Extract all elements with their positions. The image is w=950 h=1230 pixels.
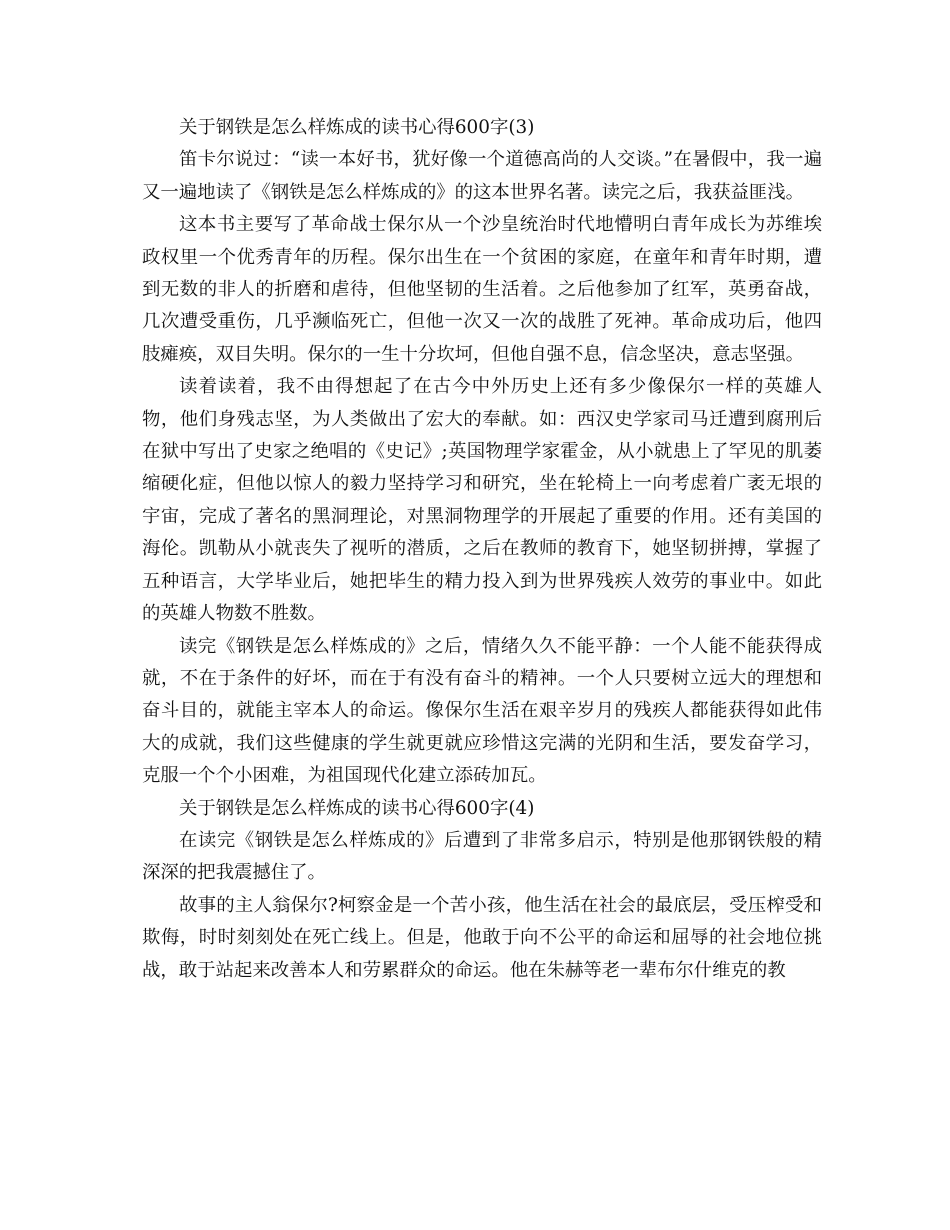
paragraph-descartes-quote: 笛卡尔说过：“读一本好书，犹好像一个道德高尚的人交谈。”在暑假中，我一遍又一遍地读了《钢铁是怎么样炼成的》的这本世界名著。读完之后，我获益匪浅。 bbox=[142, 149, 822, 203]
section-heading-4: 关于钢铁是怎么样炼成的读书心得600字(4) bbox=[179, 797, 535, 819]
paragraph-protagonist: 故事的主人翁保尔?柯察金是一个苦小孩，他生活在社会的最底层，受压榨受和欺侮，时时刻刻处在死亡线上。但是，他敢于向不公平的命运和屈辱的社会地位挑战，敢于站起来改善本人和劳累群众的命运。他在朱赫等老一辈布尔什维克的教 bbox=[142, 894, 822, 981]
paragraph-inspiration: 在读完《钢铁是怎么样炼成的》后遭到了非常多启示，特别是他那钢铁般的精深深的把我震撼住了。 bbox=[142, 829, 822, 884]
document-body bbox=[142, 112, 822, 987]
section-heading-3: 关于钢铁是怎么样炼成的读书心得600字(3) bbox=[179, 117, 535, 138]
paragraph-reflection: 读完《钢铁是怎么样炼成的》之后，情绪久久不能平静：一个人能不能获得成就，不在于条件的好坏，而在于有没有奋斗的精神。一个人只要树立远大的理想和奋斗目的，就能主宰本人的命运。像保尔生活在艰辛岁月的残疾人都能获得如此伟大的成就，我们这些健康的学生就更就应珍惜这完满的光阴和生活，要发奋学习，克服一个个小困难，为祖国现代化建立添砖加瓦。 bbox=[142, 635, 822, 787]
paragraph-book-summary: 这本书主要写了革命战士保尔从一个沙皇统治时代地懵明白青年成长为苏维埃政权里一个优秀青年的历程。保尔出生在一个贫困的家庭，在童年和青年时期，遭到无数的非人的折磨和虐待，但他坚韧的生活着。之后他参加了红军，英勇奋战，几次遭受重伤，几乎濒临死亡，但他一次又一次的战胜了死神。革命成功后，他四肢瘫痪，双目失明。保尔的一生十分坎坷，但他自强不息，信念坚决，意志坚强。 bbox=[142, 214, 822, 365]
paragraph-heroes: 读着读着，我不由得想起了在古今中外历史上还有多少像保尔一样的英雄人物，他们身残志坚，为人类做出了宏大的奉献。如：西汉史学家司马迁遭到腐刑后在狱中写出了史家之绝唱的《史记》;英国物理学家霍金，从小就患上了罕见的肌萎缩硬化症，但他以惊人的毅力坚持学习和研究，坐在轮椅上一向考虑着广袤无垠的宇宙，完成了著名的黑洞理论，对黑洞物理学的开展起了重要的作用。还有美国的海伦。凯勒从小就丧失了视听的潜质，之后在教师的教育下，她坚韧拼搏，掌握了五种语言，大学毕业后，她把毕生的精力投入到为世界残疾人效劳的事业中。如此的英雄人物数不胜数。 bbox=[142, 376, 822, 625]
